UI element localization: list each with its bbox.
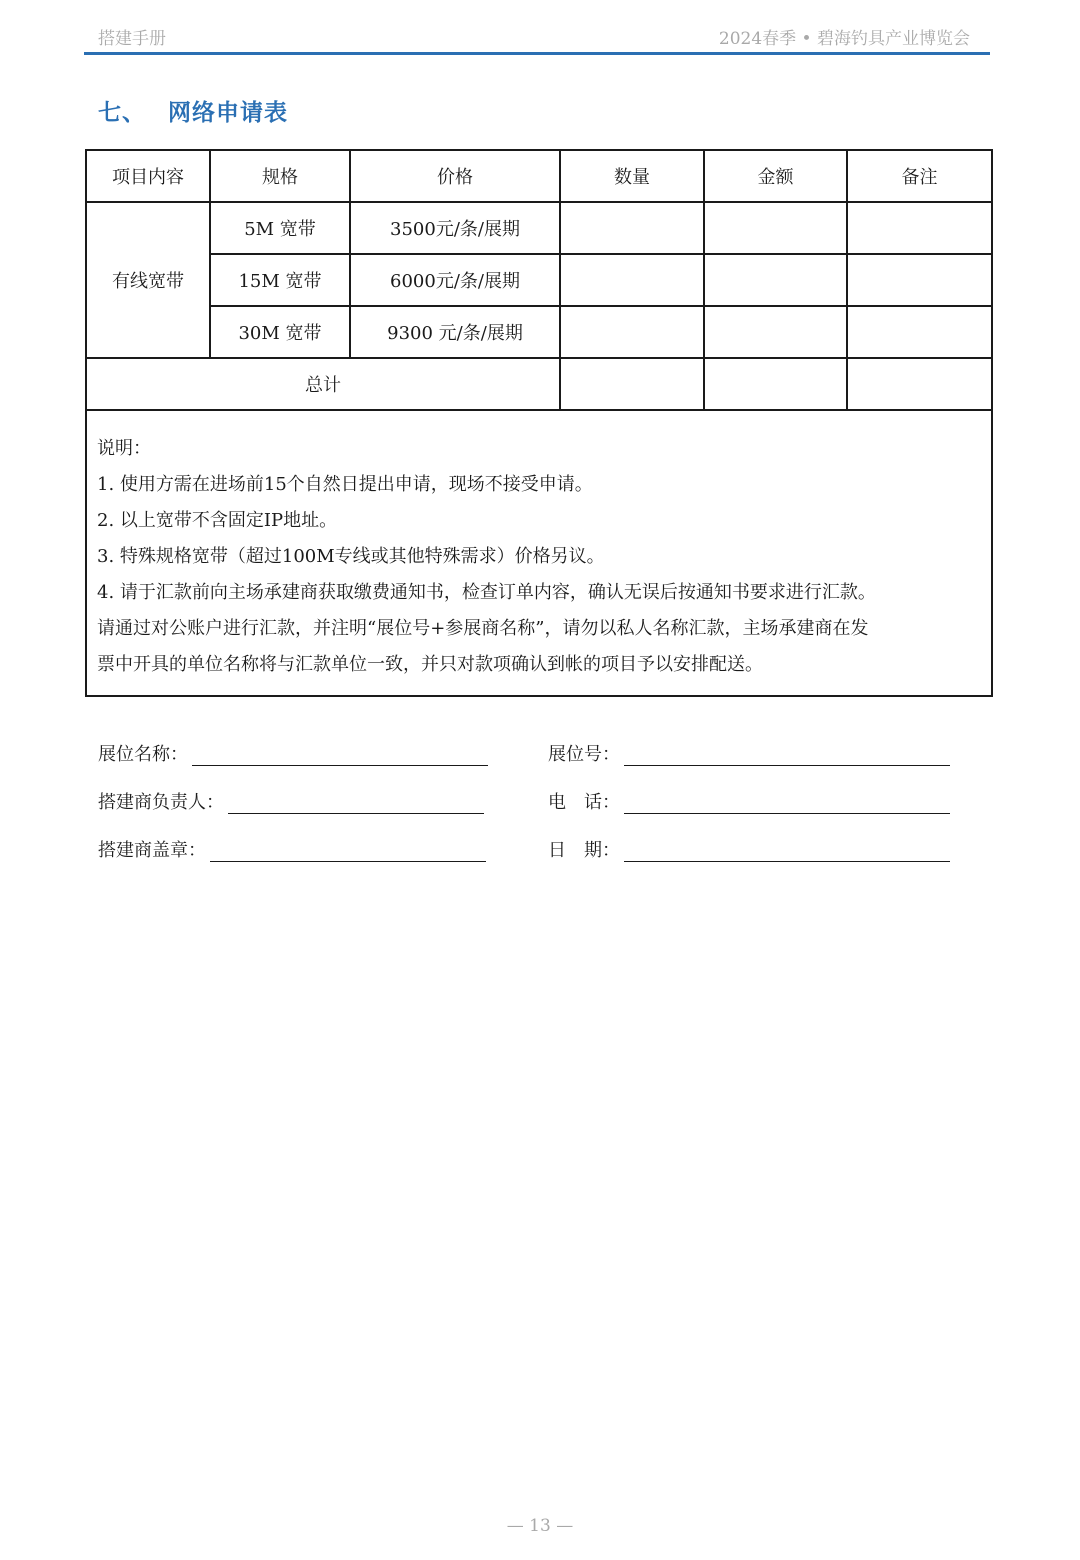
- date-field: [548, 836, 950, 862]
- total-remarks-field[interactable]: [847, 358, 992, 410]
- builder-stamp-field: [98, 836, 486, 862]
- booth-number-field: [548, 740, 950, 766]
- remarks-field[interactable]: [847, 254, 992, 306]
- quantity-field[interactable]: [560, 202, 704, 254]
- booth-name-input[interactable]: [192, 745, 488, 766]
- price-cell: 3500元/条/展期: [350, 202, 560, 254]
- section-title-text: 网络申请表: [168, 100, 288, 126]
- table-header-row: [86, 150, 992, 202]
- builder-contact-label: 搭建商负责人：: [98, 792, 224, 813]
- price-cell: 9300 元/条/展期: [350, 306, 560, 358]
- remarks-field[interactable]: [847, 306, 992, 358]
- notes-item: 1. 使用方需在进场前15个自然日提出申请，现场不接受申请。: [97, 474, 593, 495]
- booth-number-input[interactable]: [624, 745, 950, 766]
- notes-item: 3. 特殊规格宽带（超过100M专线或其他特殊需求）价格另议。: [97, 546, 605, 567]
- notes-item: 票中开具的单位名称将与汇款单位一致，并只对款项确认到帐的项目予以安排配送。: [97, 654, 763, 675]
- section-number: 七、: [98, 100, 146, 126]
- total-label: 总计: [86, 358, 560, 410]
- header-manual-title: 搭建手册: [98, 29, 166, 49]
- header-divider: [84, 52, 990, 55]
- builder-contact-field: [98, 788, 484, 814]
- table-row: [86, 254, 992, 306]
- builder-stamp-label: 搭建商盖章：: [98, 840, 206, 861]
- notes-item: 请通过对公账户进行汇款，并注明“展位号+参展商名称”，请勿以私人名称汇款，主场承建商在发: [97, 618, 869, 639]
- total-row: [86, 358, 992, 410]
- date-label: 日 期：: [548, 840, 620, 861]
- booth-name-label: 展位名称：: [98, 744, 188, 765]
- notes-item: 4. 请于汇款前向主场承建商获取缴费通知书，检查订单内容，确认无误后按通知书要求进行汇款。: [97, 582, 876, 603]
- header-spec: 规格: [210, 150, 350, 202]
- phone-label: 电 话：: [548, 792, 620, 813]
- booth-name-field: [98, 740, 488, 766]
- spec-cell: 15M 宽带: [210, 254, 350, 306]
- spec-cell: 30M 宽带: [210, 306, 350, 358]
- booth-number-label: 展位号：: [548, 744, 620, 765]
- header-remarks: 备注: [847, 150, 992, 202]
- quantity-field[interactable]: [560, 254, 704, 306]
- date-input[interactable]: [624, 841, 950, 862]
- table-row: [86, 306, 992, 358]
- builder-stamp-input[interactable]: [210, 841, 486, 862]
- page-number: — 13 —: [506, 1516, 574, 1536]
- price-cell: 6000元/条/展期: [350, 254, 560, 306]
- notes-heading: 说明：: [97, 438, 151, 459]
- amount-field[interactable]: [704, 306, 847, 358]
- header-amount: 金额: [704, 150, 847, 202]
- phone-field: [548, 788, 950, 814]
- category-cell: 有线宽带: [86, 202, 210, 358]
- remarks-field[interactable]: [847, 202, 992, 254]
- header-price: 价格: [350, 150, 560, 202]
- header-quantity: 数量: [560, 150, 704, 202]
- spec-cell: 5M 宽带: [210, 202, 350, 254]
- amount-field[interactable]: [704, 254, 847, 306]
- notes-cell: [86, 410, 992, 696]
- notes-row: [86, 410, 992, 696]
- total-quantity-field[interactable]: [560, 358, 704, 410]
- network-application-table: [85, 149, 993, 697]
- header-item-content: 项目内容: [86, 150, 210, 202]
- notes-item: 2. 以上宽带不含固定IP地址。: [97, 510, 338, 531]
- header-event-title: 2024春季 • 碧海钓具产业博览会: [718, 29, 970, 49]
- amount-field[interactable]: [704, 202, 847, 254]
- table-row: [86, 202, 992, 254]
- phone-input[interactable]: [624, 793, 950, 814]
- section-title: [98, 94, 288, 127]
- builder-contact-input[interactable]: [228, 793, 484, 814]
- quantity-field[interactable]: [560, 306, 704, 358]
- total-amount-field[interactable]: [704, 358, 847, 410]
